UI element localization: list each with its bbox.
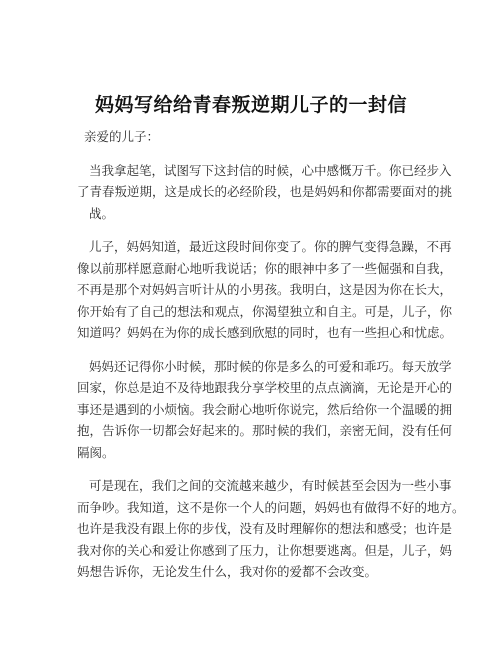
paragraph-line: 隔阂。 xyxy=(77,444,115,460)
paragraph-line: 当我拿起笔，试图写下这封信的时候，心中感慨万千。你已经步入 xyxy=(89,162,452,178)
paragraph-line: 事还是遇到的小烦恼。我会耐心地听你说完，然后给你一个温暖的拥 xyxy=(77,401,453,417)
paragraph-line: 了青春叛逆期，这是成长的必经阶段，也是妈妈和你都需要面对的挑 xyxy=(77,184,453,199)
paragraph-line: 战。 xyxy=(89,205,115,221)
paragraph-line: 也许是我没有跟上你的步伐，没有及时理解你的想法和感受；也许是 xyxy=(77,521,453,536)
paragraph-line: 儿子，妈妈知道，最近这段时间你变了。你的脾气变得急躁，不再 xyxy=(89,239,452,254)
paragraph-line: 可是现在，我们之间的交流越来越少，有时候甚至会因为一些小事 xyxy=(89,478,452,493)
paragraph-line: 知道吗？妈妈在为你的成长感到欣慰的同时，也有一些担心和忧虑。 xyxy=(77,325,453,340)
paragraph-line: 回家，你总是迫不及待地跟我分享学校里的点点滴滴，无论是开心的 xyxy=(77,380,453,395)
paragraph-line: 而争吵。我知道，这不是你一个人的问题，妈妈也有做得不好的地方。 xyxy=(77,499,465,515)
paragraph-line: 不再是那个对妈妈言听计从的小男孩。我明白，这是因为你在长大， xyxy=(77,282,453,297)
paragraph-line: 像以前那样愿意耐心地听我说话；你的眼神中多了一些倔强和自我， xyxy=(77,260,453,276)
letter-title: 妈妈写给给青春叛逆期儿子的一封信 xyxy=(94,94,407,116)
salutation: 亲爱的儿子： xyxy=(84,129,160,144)
paragraph-line: 你开始有了自己的想法和观点，你渴望独立和自主。可是，儿子，你 xyxy=(77,303,453,319)
paragraph-line: 我对你的关心和爱让你感到了压力，让你想要逃离。但是，儿子，妈 xyxy=(77,542,453,558)
paragraph-line: 妈想告诉你，无论发生什么，我对你的爱都不会改变。 xyxy=(77,564,378,579)
paragraph-4 xyxy=(72,475,465,583)
paragraph-2 xyxy=(72,236,453,344)
paragraph-1 xyxy=(72,160,453,225)
paragraph-3 xyxy=(72,356,453,464)
letter-body xyxy=(72,126,465,595)
paragraph-line: 抱，告诉你一切都会好起来的。那时候的我们，亲密无间，没有任何 xyxy=(77,423,453,438)
paragraph-line: 妈妈还记得你小时候，那时候的你是多么的可爱和乖巧。每天放学 xyxy=(89,358,452,374)
